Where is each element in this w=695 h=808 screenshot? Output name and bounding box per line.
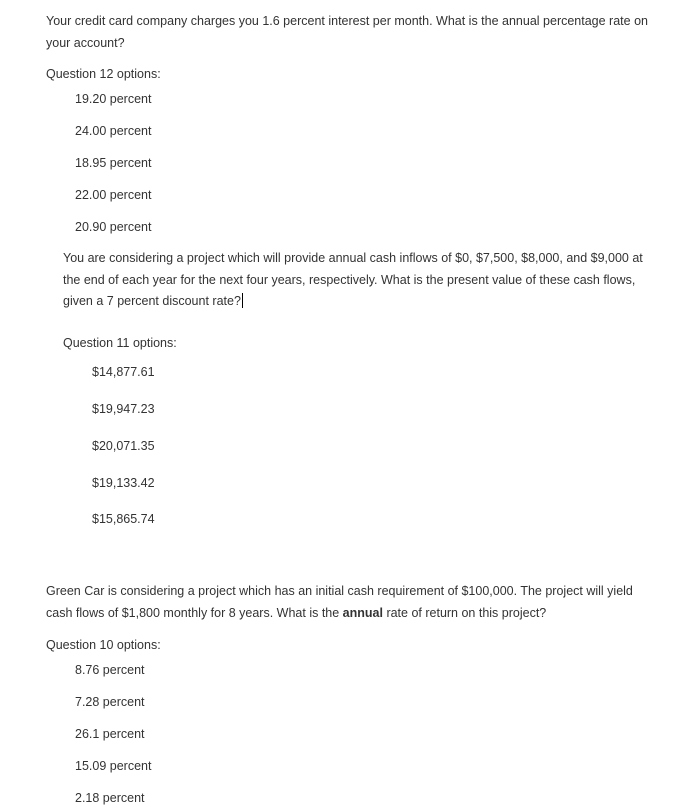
question-12-option-5[interactable]: 20.90 percent: [75, 220, 152, 234]
question-12-options-label: Question 12 options:: [46, 67, 161, 81]
question-10-option-1[interactable]: 8.76 percent: [75, 663, 145, 677]
question-11-option-3[interactable]: $20,071.35: [92, 439, 155, 453]
question-12-option-4[interactable]: 22.00 percent: [75, 188, 152, 202]
question-12-option-3[interactable]: 18.95 percent: [75, 156, 152, 170]
question-11-options-label: Question 11 options:: [63, 336, 177, 350]
question-11-option-5[interactable]: $15,865.74: [92, 512, 155, 526]
question-11-option-2[interactable]: $19,947.23: [92, 402, 155, 416]
question-12-text: Your credit card company charges you 1.6 percent interest per month. What is the annual percentage rate on your account?: [46, 14, 648, 50]
question-10: [46, 581, 661, 624]
question-12: [46, 11, 666, 54]
question-10-options-label: Question 10 options:: [46, 638, 161, 652]
question-10-option-4[interactable]: 15.09 percent: [75, 759, 152, 773]
question-12-option-1[interactable]: 19.20 percent: [75, 92, 152, 106]
question-10-option-5[interactable]: 2.18 percent: [75, 791, 145, 805]
question-11: [63, 248, 663, 313]
question-10-option-3[interactable]: 26.1 percent: [75, 727, 145, 741]
question-11-option-4[interactable]: $19,133.42: [92, 476, 155, 490]
question-10-text-part-2: rate of return on this project?: [382, 605, 547, 620]
question-11-text-wrapper[interactable]: [63, 248, 663, 313]
question-11-text: You are considering a project which will provide annual cash inflows of $0, $7,500, $8,000, and $9,000 at the end of each year for the next four years, respectively. What is the present value of these cash flows, given a 7 percent discount rate?: [63, 251, 643, 308]
question-11-option-1[interactable]: $14,877.61: [92, 365, 155, 379]
question-10-text-part-1: Green Car is considering a project which has an initial cash requirement of $100,000. The project will yield cash flows of $1,800 monthly for 8 years. What is the: [46, 584, 633, 620]
text-cursor: [242, 293, 243, 308]
question-12-option-2[interactable]: 24.00 percent: [75, 124, 152, 138]
question-10-text-bold: annual: [342, 605, 383, 620]
question-10-text: [46, 581, 661, 624]
question-10-option-2[interactable]: 7.28 percent: [75, 695, 145, 709]
